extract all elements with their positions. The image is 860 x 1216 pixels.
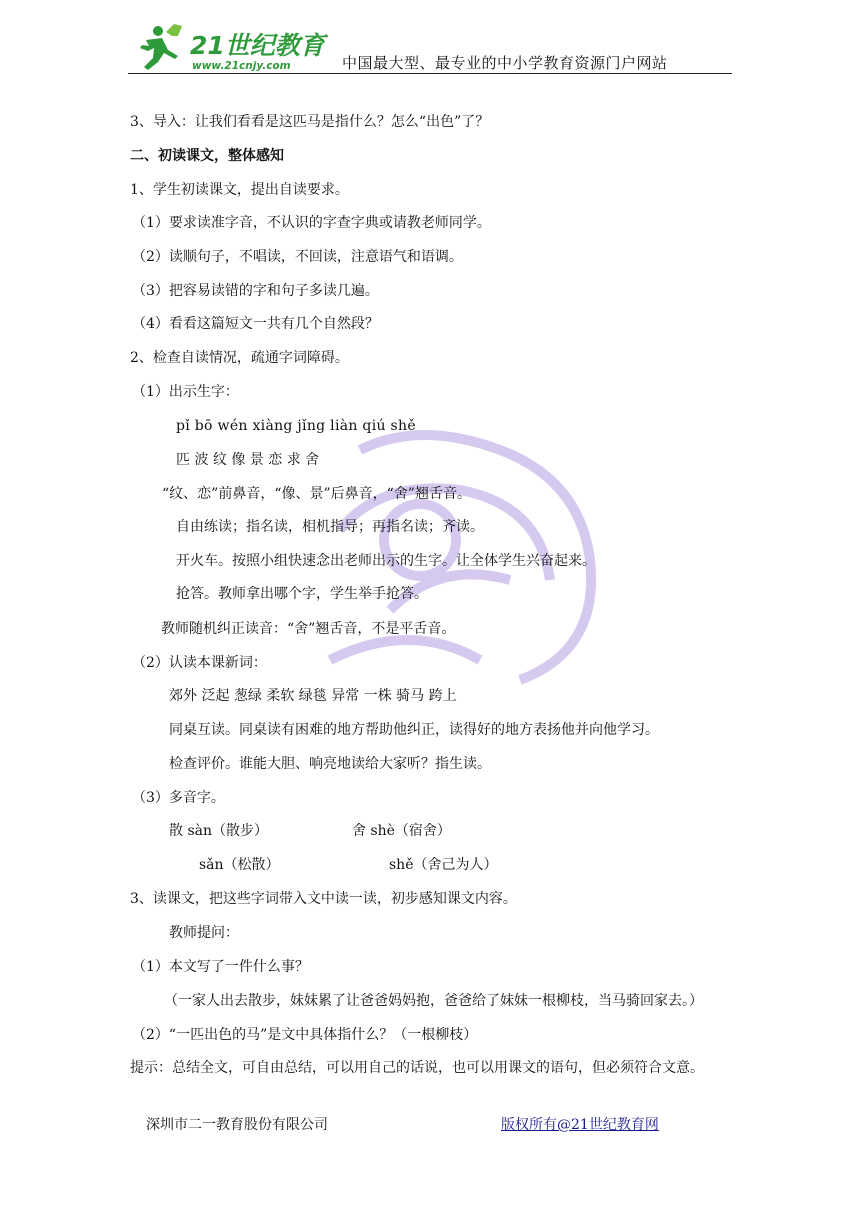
text-line: 3、导入：让我们看看是这匹马是指什么？怎么“出色”了？ <box>130 114 490 130</box>
text-line: （1）要求读准字音，不认识的字查字典或请教老师同学。 <box>132 215 491 231</box>
section-heading: 二、初读课文，整体感知 <box>130 148 284 164</box>
text-line: （4）看看这篇短文一共有几个自然段？ <box>132 316 379 332</box>
logo-text: 21世纪教育 <box>190 31 325 60</box>
text-line: 1、学生初读课文，提出自读要求。 <box>130 182 349 198</box>
text-line: 抢答。教师拿出哪个字，学生举手抢答。 <box>176 586 428 602</box>
text-line: 教师提问： <box>169 925 239 941</box>
footer-company: 深圳市二一教育股份有限公司 <box>146 1117 328 1133</box>
text-line: 教师随机纠正读音：“舍”翘舌音，不是平舌音。 <box>161 621 456 637</box>
logo-url: www.21cnjy.com <box>192 60 291 72</box>
header-slogan: 中国最大型、最专业的中小学教育资源门户网站 <box>342 54 668 72</box>
text-line: 提示：总结全文，可自由总结，可以用自己的话说，也可以用课文的语句，但必须符合文意。 <box>130 1060 704 1076</box>
polyphone-entry: 舍 shè（宿舍） <box>352 823 451 839</box>
text-line: 3、读课文，把这些字词带入文中读一读，初步感知课文内容。 <box>130 891 517 907</box>
text-line: 开火车。按照小组快速念出老师出示的生字。让全体学生兴奋起来。 <box>176 553 596 569</box>
polyphone-entry: 散 sàn（散步） <box>169 823 268 839</box>
header-divider <box>128 73 732 74</box>
polyphone-entry: sǎn（松散） <box>199 857 280 873</box>
text-line: “纹、恋”前鼻音，“像、景”后鼻音，“舍”翘舌音。 <box>162 486 471 502</box>
text-line: （2）认读本课新词： <box>132 655 267 671</box>
text-line: 2、检查自读情况，疏通字词障碍。 <box>130 350 349 366</box>
text-line: 检查评价。谁能大胆、响亮地读给大家听？指生读。 <box>169 756 491 772</box>
text-line: （1）出示生字： <box>132 384 239 400</box>
text-line: （3）多音字。 <box>132 790 225 806</box>
text-line: （2）“一匹出色的马”是文中具体指什么？（一根柳枝） <box>132 1027 478 1043</box>
page-header <box>128 22 732 76</box>
text-line: （2）读顺句子，不唱读，不回读，注意语气和语调。 <box>132 249 463 265</box>
character-line: 匹 波 纹 像 景 恋 求 舍 <box>176 452 320 468</box>
text-line: 自由练读；指名读，相机指导；再指名读；齐读。 <box>176 519 484 535</box>
text-line: （1）本文写了一件什么事？ <box>132 959 309 975</box>
footer-copyright-link[interactable]: 版权所有@21世纪教育网 <box>501 1117 659 1133</box>
runner-icon <box>140 24 182 70</box>
site-logo <box>128 22 338 76</box>
text-line: （3）把容易读错的字和句子多读几遍。 <box>132 283 379 299</box>
pinyin-line: pǐ bō wén xiàng jǐng liàn qiú shě <box>176 418 416 434</box>
text-line: 同桌互读。同桌读有困难的地方帮助他纠正，读得好的地方表扬他并向他学习。 <box>169 722 659 738</box>
polyphone-entry: shě（舍己为人） <box>389 857 498 873</box>
text-line: （一家人出去散步，妹妹累了让爸爸妈妈抱，爸爸给了妹妹一根柳枝，当马骑回家去。） <box>164 993 703 1009</box>
word-list: 郊外 泛起 葱绿 柔软 绿毯 异常 一株 骑马 跨上 <box>169 688 457 704</box>
